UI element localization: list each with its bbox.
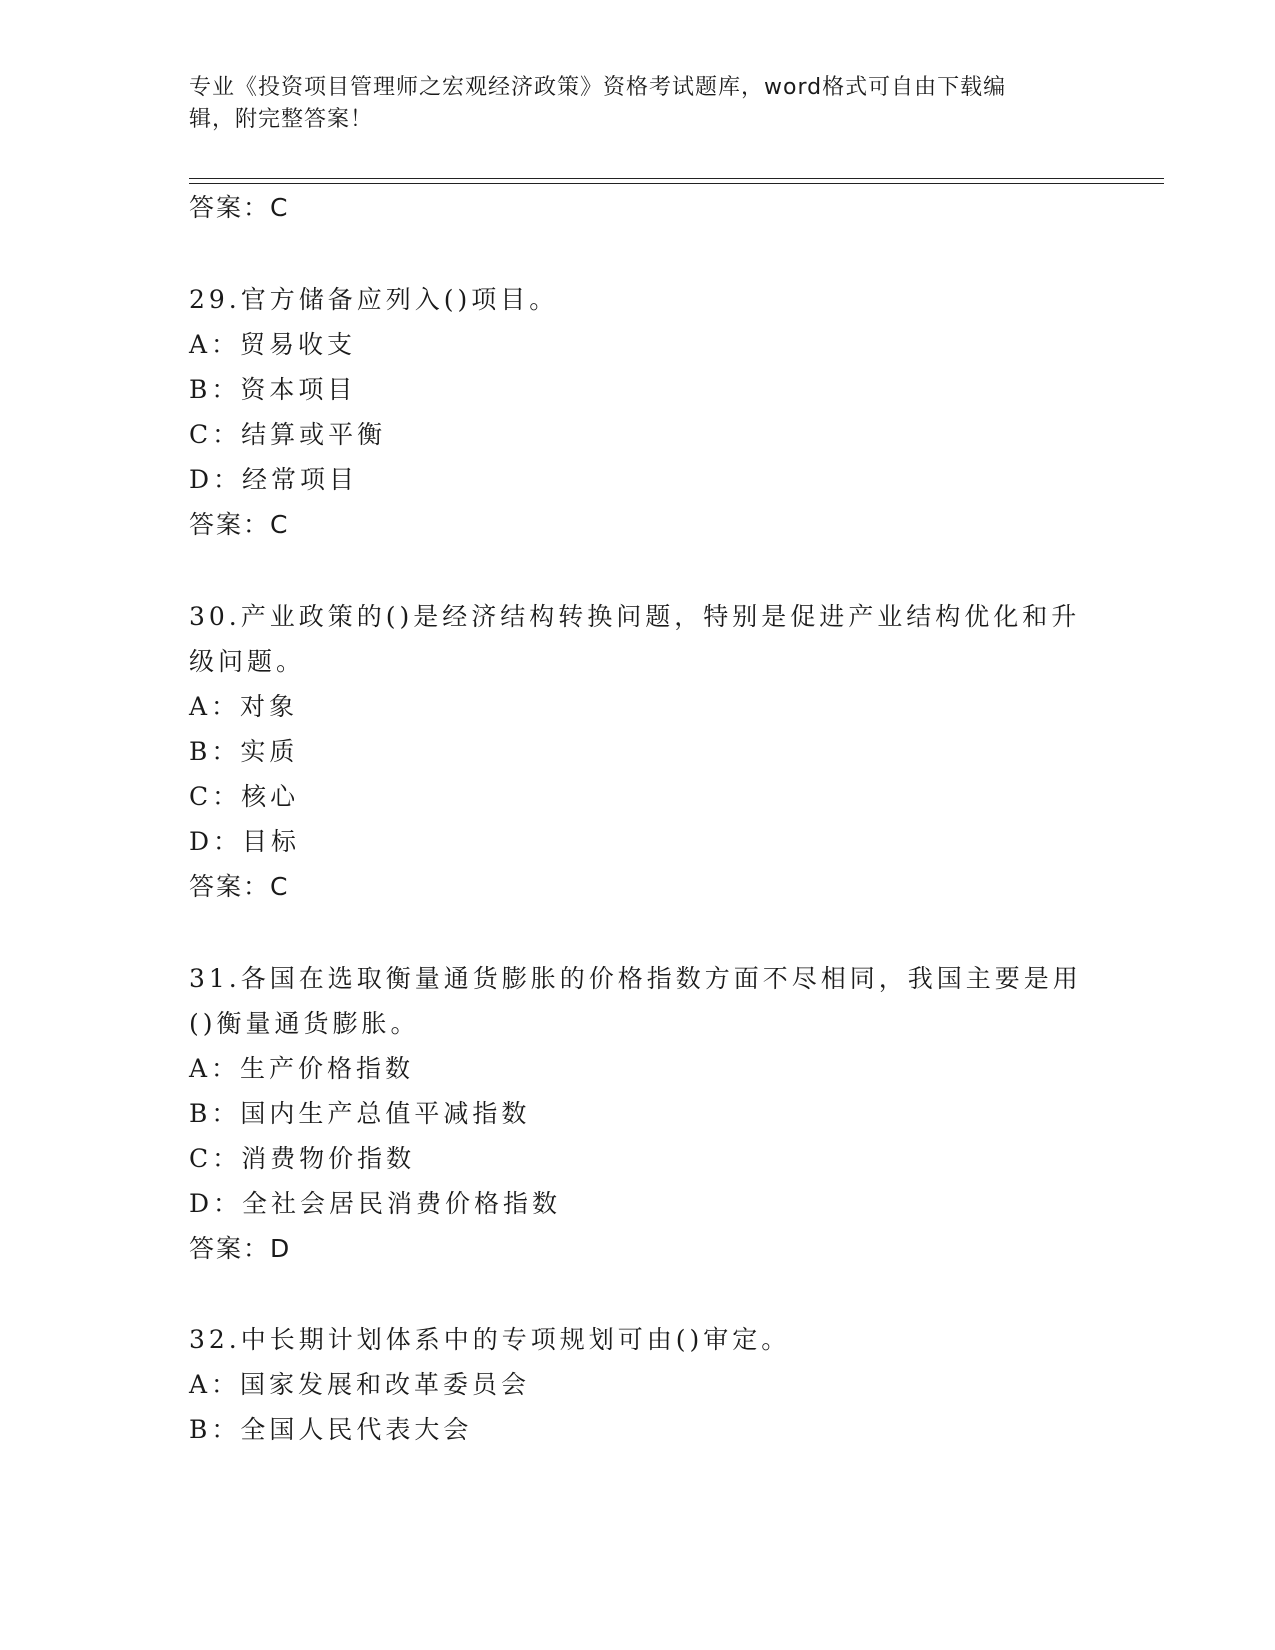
option-a: A：生产价格指数: [189, 1054, 415, 1083]
header-line-1: 专业《投资项目管理师之宏观经济政策》资格考试题库，word格式可自由下载编: [189, 75, 1007, 100]
question-stem: 31.各国在选取衡量通货膨胀的价格指数方面不尽相同，我国主要是用: [189, 964, 1082, 993]
option-c: C：消费物价指数: [189, 1144, 416, 1173]
option-b: B：实质: [189, 737, 299, 766]
option-b: B：国内生产总值平减指数: [189, 1099, 531, 1128]
option-c: C：结算或平衡: [189, 420, 387, 449]
answer-line: 答案：D: [189, 1234, 292, 1263]
header-divider-bottom: [189, 183, 1164, 184]
header-line-2: 辑，附完整答案！: [189, 107, 374, 132]
question-stem: 32.中长期计划体系中的专项规划可由()审定。: [189, 1325, 791, 1354]
option-b: B：资本项目: [189, 375, 357, 404]
option-d: D：经常项目: [189, 465, 359, 494]
option-a: A：对象: [189, 692, 299, 721]
header-divider-top: [189, 178, 1164, 179]
option-d: D：全社会居民消费价格指数: [189, 1189, 562, 1218]
option-a: A：国家发展和改革委员会: [189, 1370, 531, 1399]
option-a: A：贸易收支: [189, 330, 357, 359]
answer-line: 答案：C: [189, 872, 290, 901]
question-stem-continued: 级问题。: [189, 647, 306, 676]
question-stem: 29.官方储备应列入()项目。: [189, 285, 559, 314]
question-stem-continued: ()衡量通货膨胀。: [189, 1009, 420, 1038]
option-d: D：目标: [189, 827, 301, 856]
page-header: [189, 72, 1069, 136]
question-stem: 30.产业政策的()是经济结构转换问题，特别是促进产业结构优化和升: [189, 602, 1081, 631]
option-c: C：核心: [189, 782, 300, 811]
option-b: B：全国人民代表大会: [189, 1415, 473, 1444]
answer-line: 答案：C: [189, 193, 290, 222]
answer-line: 答案：C: [189, 510, 290, 539]
